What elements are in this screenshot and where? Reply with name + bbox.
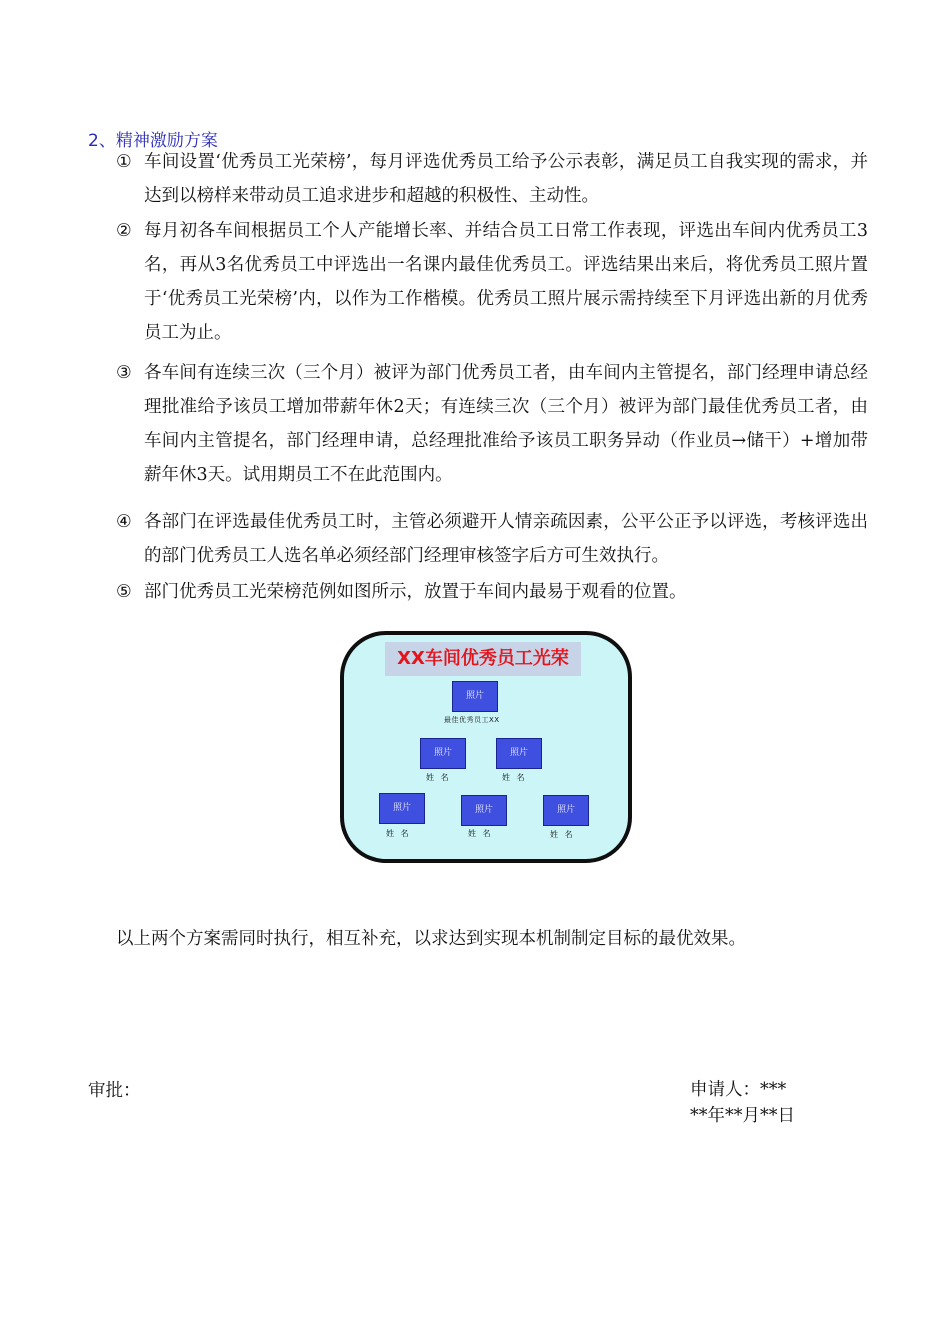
employee-photo: 照片 bbox=[420, 738, 466, 769]
list-item bbox=[116, 145, 868, 213]
applicant-block bbox=[690, 1077, 795, 1129]
employee-name-caption: 姓 名 bbox=[550, 830, 575, 839]
list-item bbox=[116, 214, 868, 350]
item-text: 各部门在评选最佳优秀员工时，主管必须避开人情亲疏因素，公平公正予以评选，考核评选出的部门优秀员工人选名单必须经部门经理审核签字后方可生效执行。 bbox=[144, 512, 868, 566]
summary-text: 以上两个方案需同时执行，相互补充，以求达到实现本机制制定目标的最优效果。 bbox=[116, 929, 746, 949]
list-item bbox=[116, 356, 868, 492]
employee-photo: 照片 bbox=[461, 795, 507, 826]
applicant-line: 申请人：*** bbox=[690, 1080, 787, 1100]
item-text: 各车间有连续三次（三个月）被评为部门优秀员工者，由车间内主管提名，部门经理申请总经理批准给予该员工增加带薪年休2天；有连续三次（三个月）被评为部门最佳优秀员工者，由车间内主管提名，部门经理申请，总经理批准给予该员工职务异动（作业员→储干）+增加带薪年休3天。试用期员工不在此范围内。 bbox=[144, 363, 868, 485]
item-text: 每月初各车间根据员工个人产能增长率、并结合员工日常工作表现，评选出车间内优秀员工3名，再从3名优秀员工中评选出一名课内最佳优秀员工。评选结果出来后，将优秀员工照片置于‘优秀员工光荣榜’内，以作为工作楷模。优秀员工照片展示需持续至下月评选出新的月优秀员工为止。 bbox=[144, 221, 868, 343]
item-number: ⑤ bbox=[116, 582, 132, 602]
item-number: ④ bbox=[116, 512, 132, 532]
item-number: ① bbox=[116, 152, 132, 172]
employee-name-caption: 姓 名 bbox=[386, 829, 411, 838]
item-number: ③ bbox=[116, 363, 132, 383]
item-text: 车间设置‘优秀员工光荣榜’，每月评选优秀员工给予公示表彰，满足员工自我实现的需求，并达到以榜样来带动员工追求进步和超越的积极性、主动性。 bbox=[144, 152, 868, 206]
approval-label: 审批： bbox=[88, 1081, 141, 1101]
date-line: **年**月**日 bbox=[690, 1106, 795, 1126]
section-heading: 2、精神激励方案 bbox=[88, 131, 218, 151]
best-employee-caption: 最佳优秀员工XX bbox=[444, 716, 500, 724]
honor-board-title: XX车间优秀员工光荣 bbox=[385, 642, 581, 676]
list-item bbox=[116, 505, 868, 573]
employee-photo: 照片 bbox=[543, 795, 589, 826]
item-text: 部门优秀员工光荣榜范例如图所示，放置于车间内最易于观看的位置。 bbox=[144, 582, 687, 602]
employee-name-caption: 姓 名 bbox=[426, 773, 451, 782]
item-number: ② bbox=[116, 221, 132, 241]
employee-photo: 照片 bbox=[379, 793, 425, 824]
honor-board-diagram bbox=[340, 631, 632, 863]
employee-name-caption: 姓 名 bbox=[468, 829, 493, 838]
list-item bbox=[116, 575, 868, 609]
best-employee-photo: 照片 bbox=[452, 681, 498, 712]
employee-photo: 照片 bbox=[496, 738, 542, 769]
employee-name-caption: 姓 名 bbox=[502, 773, 527, 782]
